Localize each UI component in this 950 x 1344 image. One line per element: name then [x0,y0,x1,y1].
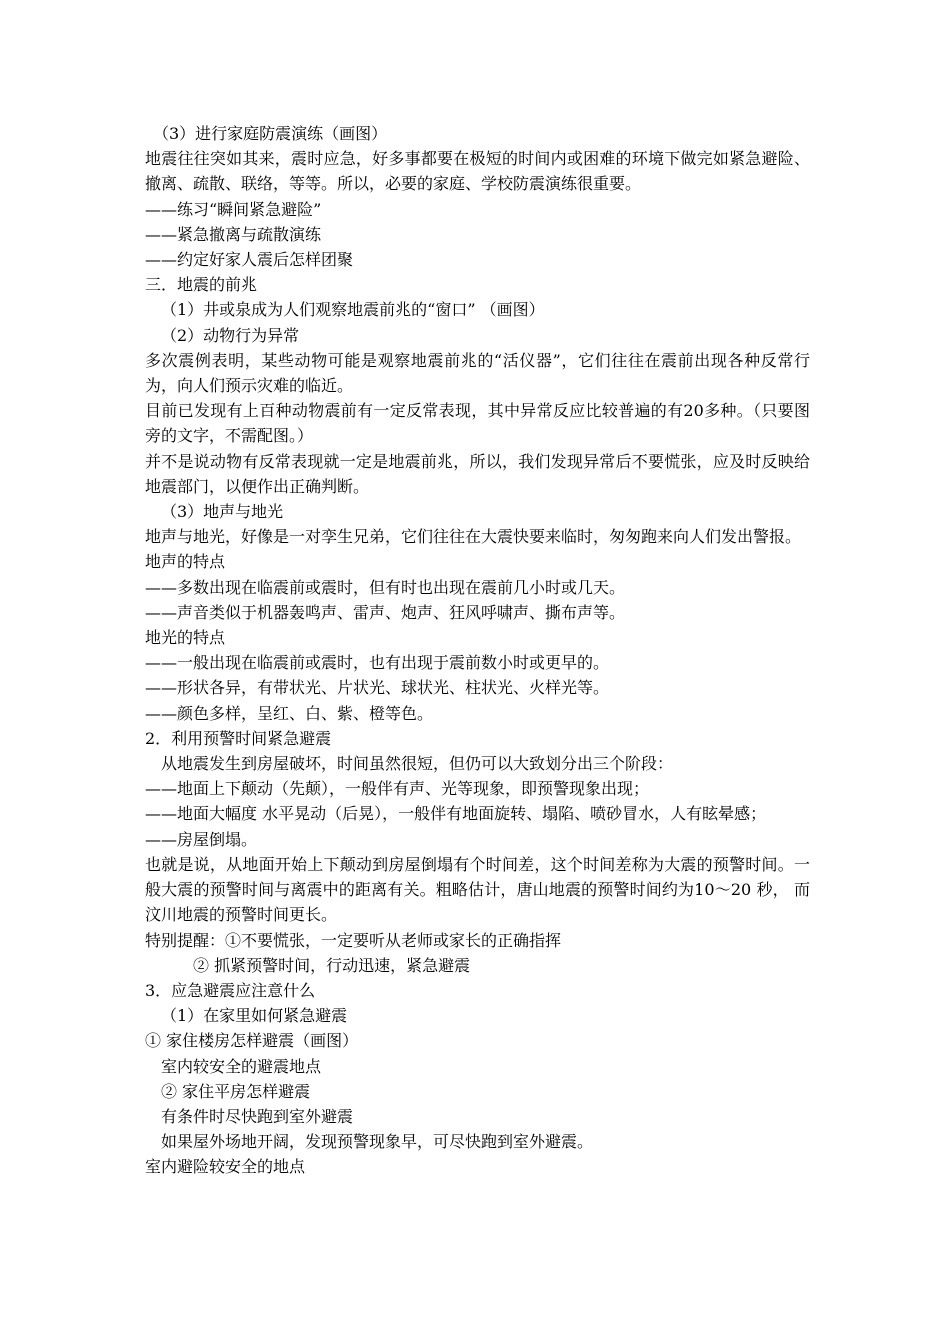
paragraph-line: ——声音类似于机器轰鸣声、雷声、炮声、狂风呼啸声、撕布声等。 [145,602,626,622]
paragraph-line: ——多数出现在临震前或震时，但有时也出现在震前几小时或几天。 [145,577,626,597]
paragraph-line: 室内较安全的避震地点 [161,1056,322,1076]
paragraph-line: （3）进行家庭防震演练（画图） [153,124,388,143]
paragraph-line: 并不是说动物有反常表现就一定是地震前兆，所以，我们发现异常后不要慌张，应及时反映给地震部门，以便作出正确判断。 [145,451,810,496]
paragraph-line: 有条件时尽快跑到室外避震 [161,1106,354,1126]
paragraph-line: ——一般出现在临震前或震时，也有出现于震前数小时或更早的。 [145,653,610,673]
paragraph-line: 特别提醒：①不要慌张，一定要听从老师或家长的正确指挥 [145,930,562,950]
paragraph-line: 目前已发现有上百种动物震前有一定反常表现，其中异常反应比较普遍的有20多种。（只要图旁的文字，不需配图。） [145,401,810,446]
paragraph-line: 地声与地光，好像是一对孪生兄弟，它们往往在大震快要来临时，匆匆跑来向人们发出警报。 [145,527,802,547]
paragraph-line: 3．应急避震应注意什么 [145,980,316,1000]
paragraph-line: 也就是说，从地面开始上下颠动到房屋倒塌有个时间差，这个时间差称为大震的预警时间。一般大震的预警时间与离震中的距离有关。粗略估计，唐山地震的预警时间约为10～20 秒， 而汶川地震的预警时间更长。 [145,854,810,925]
paragraph-line: （2）动物行为异常 [161,325,300,345]
paragraph-line: ——练习“瞬间紧急避险” [145,199,322,219]
paragraph-line: ② 抓紧预警时间，行动迅速，紧急避震 [193,955,471,975]
paragraph-line: ② 家住平房怎样避震 [161,1081,311,1101]
paragraph-line: 室内避险较安全的地点 [145,1157,306,1177]
paragraph-line: 三．地震的前兆 [145,275,258,295]
paragraph-line: ——地面上下颠动（先颠），一般伴有声、光等现象，即预警现象出现； [145,779,650,799]
paragraph-line: （1）在家里如何紧急避震 [161,1006,348,1026]
paragraph-line: 2．利用预警时间紧急避震 [145,728,332,748]
paragraph-line: （1）井或泉成为人们观察地震前兆的“窗口” （画图） [161,300,545,320]
paragraph-line: 从地震发生到房屋破坏，时间虽然很短，但仍可以大致划分出三个阶段： [161,754,674,774]
paragraph-line: ——约定好家人震后怎样团聚 [145,250,354,270]
paragraph-line: 如果屋外场地开阔，发现预警现象早，可尽快跑到室外避震。 [161,1132,594,1152]
paragraph-line: 多次震例表明，某些动物可能是观察地震前兆的“活仪器”，它们往往在震前出现各种反常行为，向人们预示灾难的临近。 [145,350,810,396]
paragraph-line: ——地面大幅度 水平晃动（后晃），一般伴有地面旋转、塌陷、喷砂冒水，人有眩晕感； [145,804,767,824]
paragraph-line: 地震往往突如其来，震时应急，好多事都要在极短的时间内或困难的环境下做完如紧急避险、撤离、疏散、联络，等等。所以，必要的家庭、学校防震演练很重要。 [145,149,810,194]
paragraph-line: （3）地声与地光 [161,502,284,522]
paragraph-line: ① 家住楼房怎样避震（画图） [145,1031,359,1051]
paragraph-line: ——颜色多样，呈红、白、紫、橙等色。 [145,703,434,723]
paragraph-line: ——紧急撤离与疏散演练 [145,224,322,244]
document-body [145,121,810,1180]
paragraph-line: ——形状各异，有带状光、片状光、球状光、柱状光、火样光等。 [145,678,610,698]
paragraph-line: ——房屋倒塌。 [145,829,258,849]
paragraph-line: 地声的特点 [145,552,226,572]
paragraph-line: 地光的特点 [145,628,226,648]
